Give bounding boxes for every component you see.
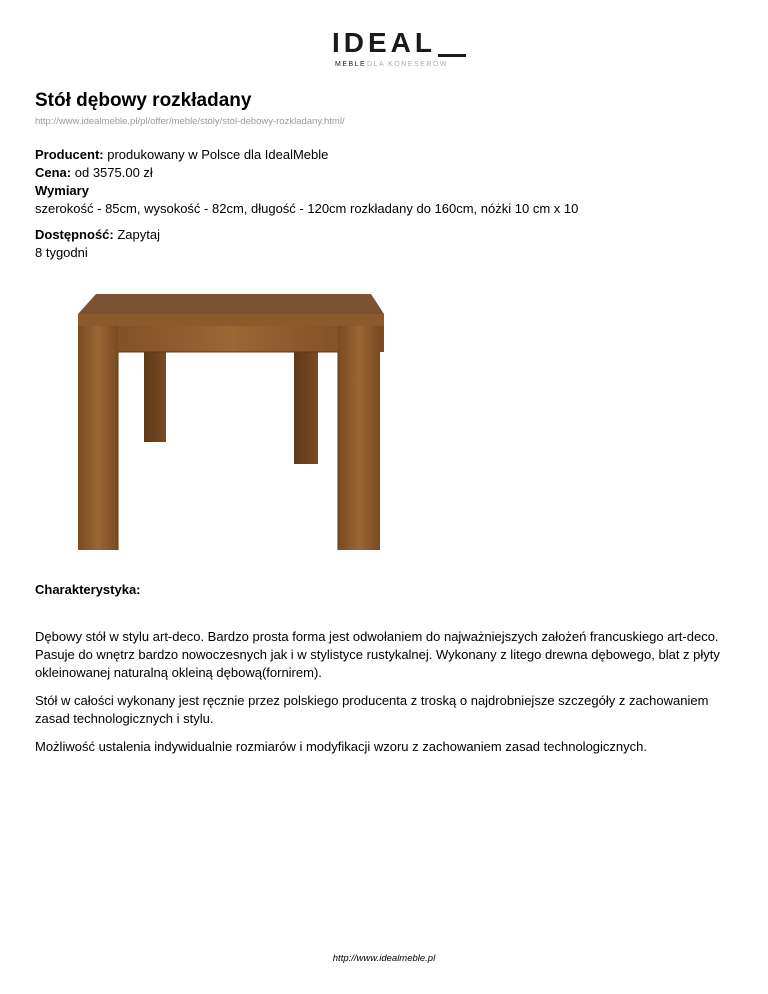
description-paragraph-2: Stół w całości wykonany jest ręcznie przez polskiego producenta z troską o najdrobniejsze szczegóły z zachowaniem zasad technologicznych i stylu. bbox=[35, 693, 709, 726]
logo-tagline-dark: MEBLE bbox=[335, 61, 367, 68]
ideal-logo-graphic bbox=[299, 30, 469, 70]
lead-time: 8 tygodni bbox=[35, 245, 88, 260]
producer-label: Producent: bbox=[35, 147, 104, 162]
logo-underline bbox=[438, 54, 466, 57]
table-back-leg-right bbox=[294, 352, 318, 464]
dimensions-label: Wymiary bbox=[35, 183, 89, 198]
description-paragraph-3: Możliwość ustalenia indywidualnie rozmiarów i modyfikacji wzoru z zachowaniem zasad technologicznych. bbox=[35, 739, 647, 754]
oak-table-illustration bbox=[36, 276, 426, 566]
footer-url[interactable]: http://www.idealmeble.pl bbox=[332, 953, 436, 964]
price-label: Cena: bbox=[35, 165, 72, 180]
description-paragraph-1: Dębowy stół w stylu art-deco. Bardzo prosta forma jest odwołaniem do najważniejszych założeń francuskiego art-deco. Pasuje do wnętrz bardzo nowoczesnych jak i w stylistyce rustykalnej. Wykonany z litego drewna dębowego, blat z płyty okleinowanej naturalną okleiną dębową(fornirem). bbox=[35, 629, 720, 680]
producer-value: produkowany w Polsce dla IdealMeble bbox=[107, 147, 329, 162]
table-top-surface bbox=[78, 294, 384, 314]
table-top-edge bbox=[78, 314, 384, 326]
price-value: od 3575.00 zł bbox=[74, 165, 153, 180]
product-specs bbox=[35, 146, 578, 218]
table-front-leg-left bbox=[78, 326, 118, 550]
dimensions-label-row bbox=[35, 182, 578, 200]
table-back-leg-left bbox=[144, 352, 166, 442]
availability bbox=[35, 226, 160, 262]
characteristics-heading: Charakterystyka: bbox=[35, 582, 141, 597]
product-image bbox=[36, 276, 426, 566]
availability-row bbox=[35, 226, 160, 244]
brand-logo bbox=[0, 30, 768, 75]
page-title: Stół dębowy rozkładany bbox=[35, 90, 252, 111]
logo-tagline-light: DLA KONESERÓW bbox=[367, 61, 448, 68]
availability-label: Dostępność: bbox=[35, 227, 114, 242]
producer-row bbox=[35, 146, 578, 164]
availability-value: Zapytaj bbox=[117, 227, 160, 242]
table-front-leg-right bbox=[338, 326, 380, 550]
price-row bbox=[35, 164, 578, 182]
logo-wordmark: IDEAL bbox=[332, 30, 436, 58]
source-url[interactable]: http://www.idealmeble.pl/pl/offer/meble/stoly/stol-debowy-rozkladany.html/ bbox=[35, 116, 345, 127]
dimensions-value: szerokość - 85cm, wysokość - 82cm, długość - 120cm rozkładany do 160cm, nóżki 10 cm x 10 bbox=[35, 201, 579, 216]
